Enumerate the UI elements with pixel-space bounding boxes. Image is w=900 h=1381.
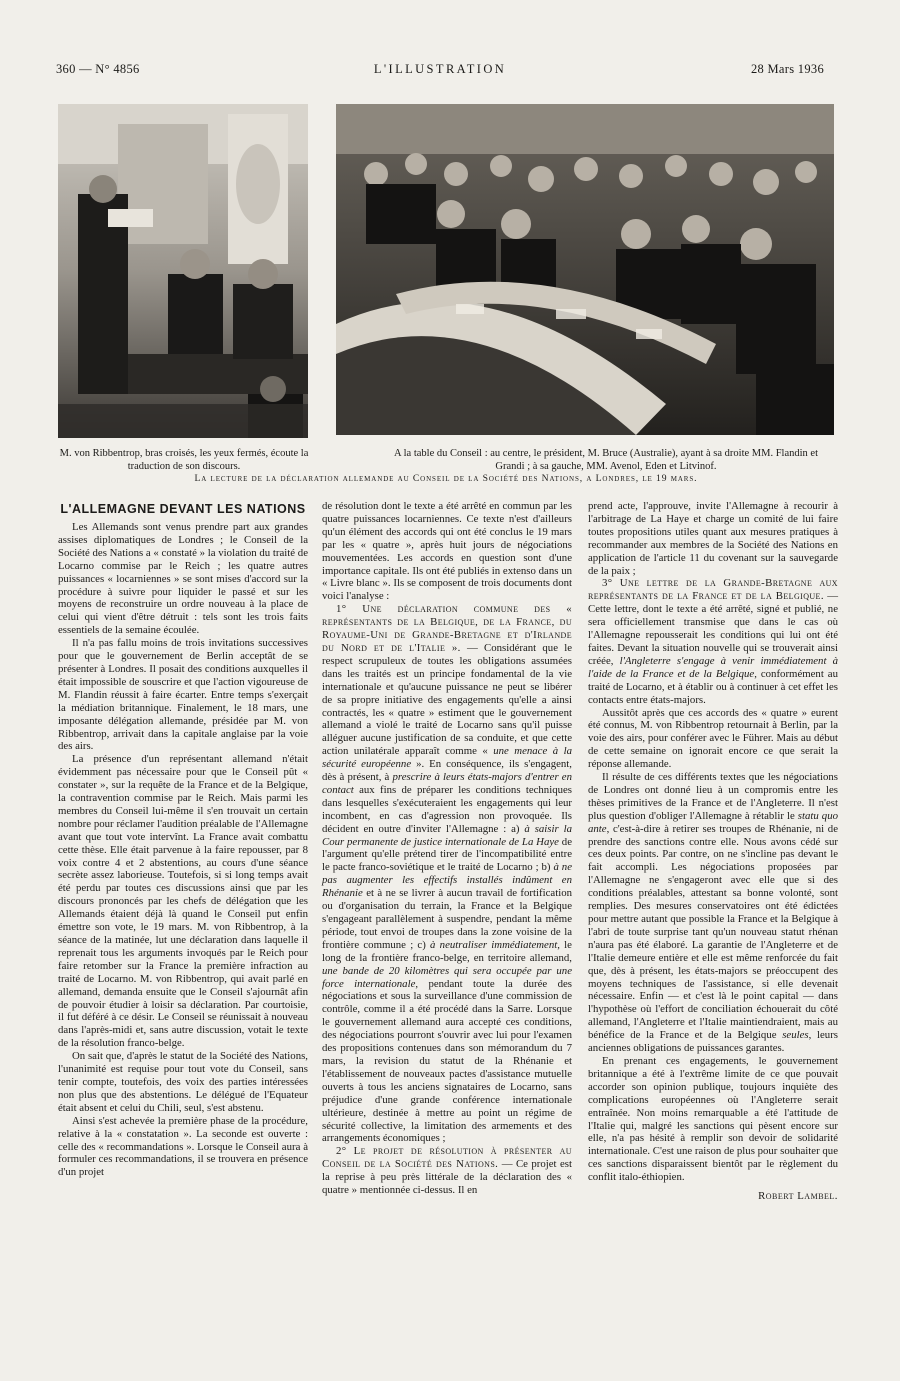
photo-left-caption: M. von Ribbentrop, bras croisés, les yeux fermés, écoute la traduction de son discours. xyxy=(59,448,309,472)
page-header xyxy=(56,62,824,80)
page-number: 360 — N° 4856 xyxy=(56,62,140,76)
paragraph: Il résulte de ces différents textes que les négociations de Londres ont donné lieu à un compromis entre les thèses primitives de la France et de l'Angleterre. Il n'est plus question d'obliger l'Allemagne à rétablir le statu quo ante, c'est-à-dire à retirer ses troupes de Rhénanie, ni de prendre des sanctions contre elle. Nous avons cédé sur ces deux points. Par contre, on ne s'incline pas devant le fait accompli. Les négociations proposées par l'Allemagne ne s'engageront avec elle que si des conditions préalables, attestant sa bonne volonté, sont remplies. Des mesures conservatoires ont été édictées pour mettre autant que possible la France et la Belgique à l'abri de toute surprise tant qu'un nouveau statut rhénan n'aura pas été élaboré. La garantie de l'Angleterre et de l'Italie demeure entière et elle est même renforcée du fait que, dès à présent, les états-majors se préoccupent des moyens techniques de l'assistance, si elle devenait nécessaire. Enfin — et c'est là le point capital — dans l'hypothèse où l'effort de conciliation échouerait du côté allemand, l'Angleterre et l'Italie maintiendraient, mais au bénéfice de la France et de la Belgique seules, leurs anciennes obligations de puissances garantes. xyxy=(588,771,838,1055)
paragraph: Aussitôt après que ces accords des « quatre » eurent été connus, M. von Ribbentrop retournait à Berlin, par la voie des airs, pour conférer avec le Führer. Mais au début de cette semaine on ignorait encore ce que serait la réponse allemande. xyxy=(588,706,838,771)
paragraph: On sait que, d'après le statut de la Société des Nations, l'unanimité est requise pour tout vote du Conseil, sans tenir compte, toutefois, des voix des parties intéressées non plus que des abstentions. Le délégué de l'Equateur était absent et celui du Chili, seul, s'est abstenu. xyxy=(58,1050,308,1114)
issue-date: 28 Mars 1936 xyxy=(750,62,824,76)
paragraph: Les Allemands sont venus prendre part aux grandes assises diplomatiques de Londres ; le Conseil de la Société des Nations a « constaté » la violation du traité de Locarno commise par le Reich ; les quatre autres puissances « locarniennes » se sont mises d'accord sur la procédure à suivre pour liquider le passé et sur les moyens de reconstruire un ordre nouveau à la place de celui qui vient d'être détruit : tels sont les trois faits essentiels de la semaine écoulée. xyxy=(58,521,308,637)
paragraph: 1° Une déclaration commune des « représentants de la Belgique, de la France, du Royaume-Uni de Grande-Bretagne et d'Irlande du Nord et de l'Italie ». — Considérant que le respect scrupuleux de toutes les obligations assumées dans les traités est un principe fondamental de la vie internationale et qu'aucune puissance ne peut se libérer de sa propre initiative des engagements qu'elle a ainsi contractés, les « quatre » estiment que le gouvernement allemand a violé le traité de Locarno sans qu'il puisse alléguer aucune justification de sa conduite, et que cette action unilatérale apparaît comme « une menace à la sécurité européenne ». En conséquence, ils s'engagent, dès à présent, à prescrire à leurs états-majors d'entrer en contact aux fins de préparer les conditions techniques dans lesquelles s'exécuteraient les engagements qui leur incombent, en cas d'agression non provoquée. Ils décident en outre d'inviter l'Allemagne : a) à saisir la Cour permanente de justice internationale de La Haye de l'argument qu'elle prétend tirer de l'incompatibilité entre le pacte franco-soviétique et le traité de Locarno ; b) à ne pas augmenter les effectifs installés indûment en Rhénanie et à ne se livrer à aucun travail de fortification ou d'organisation du terrain, la France et la Belgique s'engageant parallèlement à suspendre, pendant la même période, tout envoi de troupes dans la zone voisine de la frontière commune ; c) à neutraliser immédiatement, le long de la frontière franco-belge, en territoire allemand, une bande de 20 kilomètres qui sera occupée par une force internationale, pendant toute la durée des négociations et sous la surveillance d'une commission de contrôle, comme il a été procédé dans la Sarre. Lorsque le gouvernement allemand aura accepté ces conditions, des négociations pourront s'ouvrir avec lui pour l'examen des propositions contenues dans son mémorandum du 7 mars, la revision du statut de la Rhénanie et l'établissement de nouveaux pactes d'assistance mutuelle ouverts à tous les anciens signataires de Locarno, sans préjudice d'une grande conférence internationale ultérieure, destinée à mettre au point un régime de sécurité collective, la limitation des armements et des arrangements économiques ; xyxy=(322,603,573,1145)
photo-council-table-image xyxy=(336,104,834,435)
section-lead: 3° Une lettre de la Grande-Bretagne aux représentants de la France et de la Belgique. xyxy=(588,577,838,603)
article-column-3 xyxy=(588,500,838,1203)
paragraph: de résolution dont le texte a été arrêté en commun par les quatre puissances locarniennes. Ce texte n'est d'ailleurs qu'un élément des accords qui ont été conclus le 19 mars par les « quatre », après huit jours de négociations mouvementées. Les accords en question sont d'une importance capitale. Ils ont été publiés in extenso dans un « Livre blanc ». Ils se composent de trois documents dont voici l'analyse : xyxy=(322,500,572,603)
paragraph: Ainsi s'est achevée la première phase de la procédure, relative à la « constatation ». La seconde est ouverte : celle des « recommandations ». Lorsque le Conseil aura à formuler ces recommandations, il se trouvera en présence d'un projet xyxy=(58,1114,308,1179)
section-lead: 1° Une déclaration commune des « représentants de la Belgique, de la France, du Royaume-Uni de Grande-Bretagne et d'Irlande du Nord et de l'Italie ». xyxy=(322,603,572,654)
photo-right-caption: A la table du Conseil : au centre, le président, M. Bruce (Australie), ayant à sa droite MM. Flandin et Grandi ; à sa gauche, MM. Avenol, Eden et Litvinof. xyxy=(394,448,818,472)
paragraph: La présence d'un représentant allemand n'était évidemment pas nécessaire pour que le Conseil pût « constater », sur la requête de la France et de la Belgique, la contravention commise par le Reich. Mais parmi les membres du Conseil lui-même il s'en trouvait un certain nombre pour réclamer l'audition préalable de l'Allemagne avant que tout vote intervînt. La France avait combattu cette thèse. Elle était parvenue à la faire repousser, par 8 voix contre 4 et 2 abstentions, au cours d'une séance secrète assez laborieuse. Toutefois, si si long temps avait été perdu par toutes ces discussions ainsi que par les discours prononcés par les chefs de délégation que les Allemands étaient déjà là quand le Conseil put enfin émettre son vote, le 19 mars. M. von Ribbentrop, à la séance de la matinée, lut une déclaration dans laquelle il reprenait tous les arguments invoqués par le Reich pour faire retomber sur la France la première infraction au traité de Locarno. M. von Ribbentrop, qui avait parlé en allemand, demanda ensuite que le Conseil s'ajournât afin de pouvoir étudier à loisir sa déclaration. Par courtoisie, il fut déféré à ce désir. Le Conseil se réunissait à nouveau dans l'après-midi et, sans autre discussion, votait le texte de la résolution franco-belge. xyxy=(58,753,308,1050)
author-signature: Robert Lambel. xyxy=(758,1190,838,1203)
photo-council-table xyxy=(336,104,834,435)
article-column-1 xyxy=(58,521,308,1179)
paragraph: 2° Le projet de résolution à présenter au Conseil de la Société des Nations. — Ce projet est la reprise à peu près littérale de la déclaration des « quatre » mentionnée ci-dessus. Il en xyxy=(322,1145,572,1197)
photo-ribbentrop-image xyxy=(58,104,308,438)
masthead: L'ILLUSTRATION xyxy=(373,62,507,76)
paragraph: 3° Une lettre de la Grande-Bretagne aux représentants de la France et de la Belgique. — Cette lettre, dont le texte a été arrêté, signé et publié, ne sera officiellement transmise que dans le cas où l'Allemagne repousserait les conditions qui lui ont été faites. Devant la situation nouvelle qui se trouverait ainsi créée, l'Angleterre s'engage à venir immédiatement à l'aide de la France et de la Belgique, conformément au traité de Locarno, et à établir ou à continuer à cet effet les contacts entre états-majors. xyxy=(588,577,838,706)
paragraph: prend acte, l'approuve, invite l'Allemagne à recourir à l'arbitrage de La Haye et charge un comité de lui faire toutes propositions utiles quant aux mesures pratiques à recommander aux membres de la Société des Nations en application de l'article 11 du covenant sur la sauvegarde de la paix ; xyxy=(588,500,838,577)
paragraph: Il n'a pas fallu moins de trois invitations successives pour que le gouvernement de Berlin acceptât de se présenter à Londres. Il posait des conditions auxquelles il était impossible de souscrire et que l'action vigoureuse de M. Flandin réussit à faire écarter. Entre temps s'exerçait la médiation britannique. Finalement, le 18 mars, une imposante délégation allemande, présidée par M. von Ribbentrop, arrivait dans la capitale anglaise par la voie des airs. xyxy=(58,637,308,753)
section-lead: 2° Le projet de résolution à présenter au Conseil de la Société des Nations. xyxy=(322,1145,572,1171)
article-column-2 xyxy=(322,500,572,1197)
photos-main-caption: La lecture de la déclaration allemande au Conseil de la Société des Nations, a Londres, le 19 mars. xyxy=(194,473,698,484)
photo-ribbentrop xyxy=(58,104,308,438)
paragraph: En prenant ces engagements, le gouvernement britannique a été à l'extrême limite de ce que pouvait accorder son opinion publique, toujours inquiète des complications européennes où l'Angleterre serait entraînée. Non moins remarquable a été l'attitude de l'Italie qui, malgré les sanctions qui pèsent encore sur elle, n'a pas hésité à remplir son devoir de solidarité internationale. C'est une raison de plus pour souhaiter que ces sanctions disparaissent bientôt par le règlement du conflit italo-éthiopien. xyxy=(588,1054,838,1184)
article-title: L'ALLEMAGNE DEVANT LES NATIONS xyxy=(60,502,306,516)
